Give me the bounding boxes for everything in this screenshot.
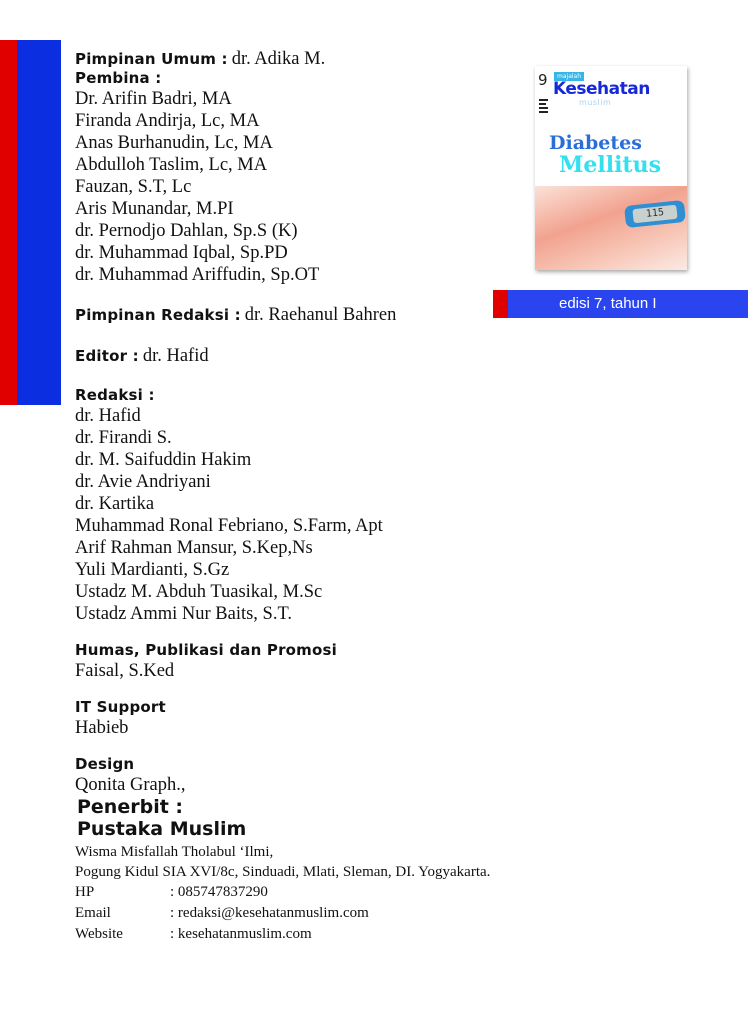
list-item: Dr. Arifin Badri, MA <box>75 89 232 109</box>
list-item: Ustadz Ammi Nur Baits, S.T. <box>75 604 293 624</box>
edition-text: edisi 7, tahun I <box>559 295 657 312</box>
redaksi-label: Redaksi : <box>75 386 155 404</box>
publisher-name: Pustaka Muslim <box>77 818 247 840</box>
cover-title: Kesehatan <box>553 79 650 99</box>
editor <box>75 345 545 368</box>
list-item: Arif Rahman Mansur, S.Kep,Ns <box>75 538 313 558</box>
contact-key: Email <box>75 905 111 921</box>
contact-list <box>75 882 545 945</box>
pembina-label: Pembina : <box>75 69 162 87</box>
address-line-2: Pogung Kidul SIA XVI/8c, Sinduadi, Mlati, Sleman, DI. Yogyakarta. <box>75 864 491 880</box>
redaksi-list <box>75 405 545 625</box>
list-item: Anas Burhanudin, Lc, MA <box>75 133 273 153</box>
humas-label: Humas, Publikasi dan Promosi <box>75 641 337 659</box>
pimpinan-umum-value: dr. Adika M. <box>231 49 326 69</box>
meter-reading: 115 <box>632 205 677 224</box>
edition-red-accent <box>493 290 508 318</box>
list-item: Fauzan, S.T, Lc <box>75 177 192 197</box>
list-item: Firanda Andirja, Lc, MA <box>75 111 260 131</box>
design-value: Qonita Graph., <box>75 775 186 795</box>
contact-key: Website <box>75 926 123 942</box>
pimpinan-redaksi-label: Pimpinan Redaksi : <box>75 306 241 324</box>
list-item: dr. Muhammad Iqbal, Sp.PD <box>75 243 288 263</box>
pimpinan-redaksi-value: dr. Raehanul Bahren <box>244 305 397 325</box>
humas-value: Faisal, S.Ked <box>75 661 175 681</box>
list-item: dr. Avie Andriyani <box>75 472 211 492</box>
list-item: dr. Pernodjo Dahlan, Sp.S (K) <box>75 221 298 241</box>
contact-value: : 085747837290 <box>170 884 268 900</box>
list-item: dr. Kartika <box>75 494 155 514</box>
contact-row-website <box>75 924 545 945</box>
list-item: dr. Hafid <box>75 406 141 426</box>
list-item: dr. Muhammad Ariffudin, Sp.OT <box>75 265 320 285</box>
cover-tag: majalah <box>554 72 584 81</box>
magazine-cover <box>535 66 687 270</box>
contact-value[interactable]: : redaksi@kesehatanmuslim.com <box>170 905 369 921</box>
penerbit-label: Penerbit : <box>77 796 184 818</box>
cover-subtitle: muslim <box>579 98 612 107</box>
contact-row-hp <box>75 882 545 903</box>
editor-label: Editor : <box>75 347 139 365</box>
pimpinan-redaksi <box>75 304 545 327</box>
issue-number: 9 <box>538 71 548 89</box>
cover-headline-1: Diabetes <box>549 132 642 154</box>
contact-value[interactable]: : kesehatanmuslim.com <box>170 926 312 942</box>
list-item: dr. M. Saifuddin Hakim <box>75 450 252 470</box>
list-item: dr. Firandi S. <box>75 428 172 448</box>
pimpinan-umum <box>75 50 545 69</box>
cover-headline-2: Mellitus <box>559 152 661 178</box>
decorative-red-bar <box>0 40 17 405</box>
list-item: Muhammad Ronal Febriano, S.Farm, Apt <box>75 516 383 536</box>
decorative-blue-bar <box>17 40 61 405</box>
design-label: Design <box>75 755 135 773</box>
masthead <box>75 50 545 945</box>
pembina-list <box>75 88 545 286</box>
it-support-value: Habieb <box>75 718 129 738</box>
list-item: Ustadz M. Abduh Tuasikal, M.Sc <box>75 582 323 602</box>
contact-key: HP <box>75 884 95 900</box>
address-line-1: Wisma Misfallah Tholabul ‘Ilmi, <box>75 844 274 860</box>
barcode-icon <box>539 99 548 115</box>
list-item: Yuli Mardianti, S.Gz <box>75 560 230 580</box>
edition-banner <box>493 290 748 318</box>
contact-row-email <box>75 903 545 924</box>
cover-photo <box>535 186 687 270</box>
list-item: Aris Munandar, M.PI <box>75 199 234 219</box>
list-item: Abdulloh Taslim, Lc, MA <box>75 155 268 175</box>
editor-value: dr. Hafid <box>142 346 209 366</box>
it-support-label: IT Support <box>75 698 166 716</box>
pimpinan-umum-label: Pimpinan Umum : <box>75 50 228 68</box>
